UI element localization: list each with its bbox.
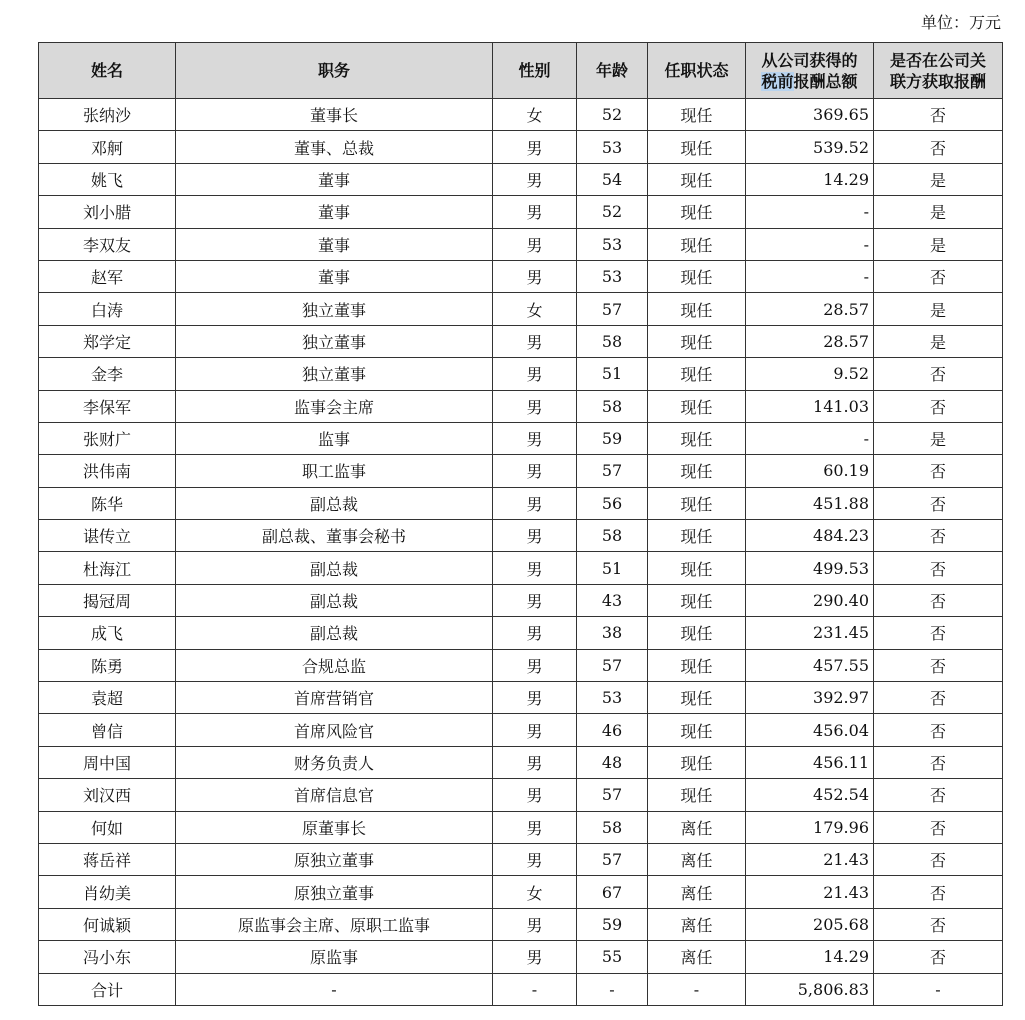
cell-pay: 21.43 — [746, 843, 874, 875]
unit-label: 单位：万元 — [920, 13, 1001, 32]
cell-status: 现任 — [648, 487, 746, 519]
cell-gender: 男 — [493, 811, 577, 843]
cell-pay: - — [746, 196, 874, 228]
cell-gender: 女 — [493, 876, 577, 908]
cell-related-pay: 否 — [874, 941, 1003, 973]
cell-status: 现任 — [648, 358, 746, 390]
cell-name: 合计 — [39, 973, 176, 1005]
cell-status: 现任 — [648, 552, 746, 584]
table-row — [39, 99, 1003, 131]
cell-status: 离任 — [648, 941, 746, 973]
cell-status: 现任 — [648, 779, 746, 811]
cell-pay: 539.52 — [746, 131, 874, 163]
cell-position: 副总裁、董事会秘书 — [176, 520, 493, 552]
table-row — [39, 811, 1003, 843]
cell-gender: 男 — [493, 714, 577, 746]
cell-position: 副总裁 — [176, 552, 493, 584]
cell-pay: 28.57 — [746, 293, 874, 325]
cell-status: 现任 — [648, 131, 746, 163]
cell-age: 58 — [577, 325, 648, 357]
cell-gender: 女 — [493, 293, 577, 325]
table-row — [39, 876, 1003, 908]
cell-position: 原独立董事 — [176, 843, 493, 875]
cell-status: - — [648, 973, 746, 1005]
cell-related-pay: 否 — [874, 811, 1003, 843]
cell-age: 58 — [577, 811, 648, 843]
cell-position: 副总裁 — [176, 617, 493, 649]
cell-related-pay: 是 — [874, 293, 1003, 325]
cell-gender: 男 — [493, 682, 577, 714]
cell-gender: 男 — [493, 941, 577, 973]
table-row — [39, 584, 1003, 616]
cell-pay: 14.29 — [746, 941, 874, 973]
cell-gender: 男 — [493, 196, 577, 228]
cell-gender: 男 — [493, 617, 577, 649]
cell-age: 38 — [577, 617, 648, 649]
cell-gender: 男 — [493, 552, 577, 584]
cell-status: 现任 — [648, 520, 746, 552]
cell-age: 53 — [577, 682, 648, 714]
cell-status: 现任 — [648, 682, 746, 714]
cell-age: 53 — [577, 131, 648, 163]
cell-name: 张财广 — [39, 422, 176, 454]
cell-position: 独立董事 — [176, 293, 493, 325]
cell-name: 成飞 — [39, 617, 176, 649]
table-row — [39, 552, 1003, 584]
table-body — [39, 99, 1003, 1006]
cell-pay: 290.40 — [746, 584, 874, 616]
cell-age: 59 — [577, 422, 648, 454]
cell-name: 肖幼美 — [39, 876, 176, 908]
cell-position: 首席风险官 — [176, 714, 493, 746]
cell-gender: 男 — [493, 746, 577, 778]
cell-status: 现任 — [648, 196, 746, 228]
table-row — [39, 325, 1003, 357]
cell-age: 48 — [577, 746, 648, 778]
table-row — [39, 358, 1003, 390]
header-pay-rest: 报酬总额 — [793, 71, 858, 91]
cell-gender: 男 — [493, 584, 577, 616]
cell-status: 离任 — [648, 876, 746, 908]
table-row — [39, 779, 1003, 811]
cell-pay: 205.68 — [746, 908, 874, 940]
header-status: 任职状态 — [648, 43, 746, 99]
table-row — [39, 422, 1003, 454]
cell-gender: 男 — [493, 163, 577, 195]
table-row — [39, 682, 1003, 714]
cell-pay: 9.52 — [746, 358, 874, 390]
cell-gender: 男 — [493, 325, 577, 357]
cell-name: 李保军 — [39, 390, 176, 422]
cell-related-pay: 是 — [874, 228, 1003, 260]
cell-status: 现任 — [648, 584, 746, 616]
header-age: 年龄 — [577, 43, 648, 99]
cell-related-pay: 否 — [874, 390, 1003, 422]
cell-pay: 452.54 — [746, 779, 874, 811]
cell-gender: 男 — [493, 358, 577, 390]
cell-name: 谌传立 — [39, 520, 176, 552]
table-row — [39, 487, 1003, 519]
cell-position: 原监事会主席、原职工监事 — [176, 908, 493, 940]
cell-pay: 28.57 — [746, 325, 874, 357]
cell-pay: 141.03 — [746, 390, 874, 422]
cell-related-pay: 否 — [874, 487, 1003, 519]
cell-name: 陈勇 — [39, 649, 176, 681]
cell-name: 陈华 — [39, 487, 176, 519]
cell-status: 现任 — [648, 617, 746, 649]
cell-age: 51 — [577, 552, 648, 584]
cell-related-pay: 否 — [874, 649, 1003, 681]
cell-gender: 男 — [493, 908, 577, 940]
header-name: 姓名 — [39, 43, 176, 99]
cell-position: 首席信息官 — [176, 779, 493, 811]
table-row — [39, 649, 1003, 681]
cell-position: 副总裁 — [176, 584, 493, 616]
cell-position: 独立董事 — [176, 325, 493, 357]
cell-status: 现任 — [648, 163, 746, 195]
cell-name: 周中国 — [39, 746, 176, 778]
cell-status: 离任 — [648, 811, 746, 843]
cell-position: 独立董事 — [176, 358, 493, 390]
cell-related-pay: 否 — [874, 714, 1003, 746]
cell-pay: 484.23 — [746, 520, 874, 552]
cell-gender: - — [493, 973, 577, 1005]
compensation-table — [38, 42, 1003, 1006]
cell-pay: 21.43 — [746, 876, 874, 908]
cell-gender: 男 — [493, 649, 577, 681]
cell-pay: 451.88 — [746, 487, 874, 519]
table-row — [39, 228, 1003, 260]
cell-position: 董事 — [176, 163, 493, 195]
cell-age: 56 — [577, 487, 648, 519]
table-row — [39, 746, 1003, 778]
table-row — [39, 293, 1003, 325]
cell-related-pay: 否 — [874, 876, 1003, 908]
cell-age: 46 — [577, 714, 648, 746]
table-header-row — [39, 43, 1003, 99]
cell-position: 董事 — [176, 196, 493, 228]
table-row — [39, 520, 1003, 552]
cell-name: 刘小腊 — [39, 196, 176, 228]
cell-position: 原监事 — [176, 941, 493, 973]
cell-age: 52 — [577, 99, 648, 131]
cell-name: 曾信 — [39, 714, 176, 746]
header-pay-line2 — [752, 71, 867, 92]
cell-status: 现任 — [648, 649, 746, 681]
cell-age: 53 — [577, 228, 648, 260]
cell-position: 董事、总裁 — [176, 131, 493, 163]
cell-related-pay: 否 — [874, 682, 1003, 714]
cell-status: 现任 — [648, 293, 746, 325]
cell-related-pay: 否 — [874, 99, 1003, 131]
cell-related-pay: 否 — [874, 617, 1003, 649]
cell-related-pay: 是 — [874, 196, 1003, 228]
cell-gender: 男 — [493, 520, 577, 552]
cell-pay: 456.11 — [746, 746, 874, 778]
cell-status: 现任 — [648, 455, 746, 487]
cell-status: 现任 — [648, 746, 746, 778]
header-related-line1: 是否在公司关 — [889, 50, 986, 70]
cell-pay: 369.65 — [746, 99, 874, 131]
total-row — [39, 973, 1003, 1005]
cell-pay: - — [746, 228, 874, 260]
header-pay-line1: 从公司获得的 — [761, 50, 858, 70]
table-row — [39, 163, 1003, 195]
table-row — [39, 714, 1003, 746]
cell-gender: 男 — [493, 487, 577, 519]
cell-pay: 456.04 — [746, 714, 874, 746]
cell-age: 52 — [577, 196, 648, 228]
cell-age: 57 — [577, 455, 648, 487]
table-row — [39, 260, 1003, 292]
cell-pay: - — [746, 260, 874, 292]
cell-gender: 男 — [493, 843, 577, 875]
cell-name: 何诚颖 — [39, 908, 176, 940]
header-related-line2: 联方获取报酬 — [889, 71, 986, 91]
table-row — [39, 617, 1003, 649]
table-row — [39, 390, 1003, 422]
cell-related-pay: 否 — [874, 908, 1003, 940]
cell-name: 冯小东 — [39, 941, 176, 973]
cell-position: 原独立董事 — [176, 876, 493, 908]
cell-position: 董事长 — [176, 99, 493, 131]
cell-name: 郑学定 — [39, 325, 176, 357]
cell-related-pay: - — [874, 973, 1003, 1005]
cell-status: 现任 — [648, 390, 746, 422]
cell-name: 刘汉西 — [39, 779, 176, 811]
cell-age: 51 — [577, 358, 648, 390]
cell-pay: - — [746, 422, 874, 454]
cell-related-pay: 否 — [874, 843, 1003, 875]
cell-position: - — [176, 973, 493, 1005]
cell-related-pay: 是 — [874, 325, 1003, 357]
cell-related-pay: 是 — [874, 422, 1003, 454]
cell-status: 离任 — [648, 843, 746, 875]
cell-status: 现任 — [648, 228, 746, 260]
cell-pay: 60.19 — [746, 455, 874, 487]
cell-name: 蒋岳祥 — [39, 843, 176, 875]
cell-age: 58 — [577, 520, 648, 552]
cell-pay: 231.45 — [746, 617, 874, 649]
cell-gender: 男 — [493, 228, 577, 260]
cell-pay: 392.97 — [746, 682, 874, 714]
cell-pay: 499.53 — [746, 552, 874, 584]
cell-name: 白涛 — [39, 293, 176, 325]
table-row — [39, 843, 1003, 875]
cell-age: 43 — [577, 584, 648, 616]
cell-name: 何如 — [39, 811, 176, 843]
cell-name: 张纳沙 — [39, 99, 176, 131]
table-row — [39, 455, 1003, 487]
cell-related-pay: 否 — [874, 552, 1003, 584]
cell-name: 袁超 — [39, 682, 176, 714]
cell-age: - — [577, 973, 648, 1005]
cell-age: 53 — [577, 260, 648, 292]
table-row — [39, 196, 1003, 228]
cell-age: 57 — [577, 779, 648, 811]
cell-status: 现任 — [648, 422, 746, 454]
cell-gender: 男 — [493, 260, 577, 292]
cell-gender: 男 — [493, 131, 577, 163]
cell-related-pay: 否 — [874, 260, 1003, 292]
cell-position: 合规总监 — [176, 649, 493, 681]
cell-pay: 179.96 — [746, 811, 874, 843]
cell-status: 现任 — [648, 325, 746, 357]
cell-pay: 5,806.83 — [746, 973, 874, 1005]
cell-related-pay: 是 — [874, 163, 1003, 195]
cell-name: 姚飞 — [39, 163, 176, 195]
cell-position: 职工监事 — [176, 455, 493, 487]
cell-name: 杜海江 — [39, 552, 176, 584]
cell-gender: 男 — [493, 390, 577, 422]
header-pay-highlight: 税前 — [761, 71, 794, 91]
cell-gender: 男 — [493, 779, 577, 811]
cell-status: 现任 — [648, 260, 746, 292]
cell-related-pay: 否 — [874, 520, 1003, 552]
cell-name: 赵军 — [39, 260, 176, 292]
header-position: 职务 — [176, 43, 493, 99]
header-pretax-pay — [746, 43, 874, 99]
cell-name: 李双友 — [39, 228, 176, 260]
cell-position: 董事 — [176, 260, 493, 292]
cell-gender: 男 — [493, 422, 577, 454]
cell-status: 现任 — [648, 714, 746, 746]
cell-related-pay: 否 — [874, 779, 1003, 811]
cell-position: 董事 — [176, 228, 493, 260]
cell-age: 67 — [577, 876, 648, 908]
cell-position: 原董事长 — [176, 811, 493, 843]
table-row — [39, 131, 1003, 163]
cell-age: 57 — [577, 649, 648, 681]
table-row — [39, 941, 1003, 973]
table-row — [39, 908, 1003, 940]
cell-age: 57 — [577, 843, 648, 875]
cell-name: 金李 — [39, 358, 176, 390]
cell-position: 监事 — [176, 422, 493, 454]
cell-age: 57 — [577, 293, 648, 325]
cell-age: 55 — [577, 941, 648, 973]
cell-related-pay: 否 — [874, 584, 1003, 616]
cell-gender: 男 — [493, 455, 577, 487]
cell-age: 54 — [577, 163, 648, 195]
cell-age: 59 — [577, 908, 648, 940]
cell-status: 离任 — [648, 908, 746, 940]
cell-position: 首席营销官 — [176, 682, 493, 714]
cell-related-pay: 否 — [874, 131, 1003, 163]
cell-gender: 女 — [493, 99, 577, 131]
cell-position: 财务负责人 — [176, 746, 493, 778]
cell-related-pay: 否 — [874, 358, 1003, 390]
cell-position: 监事会主席 — [176, 390, 493, 422]
cell-name: 邓舸 — [39, 131, 176, 163]
cell-age: 58 — [577, 390, 648, 422]
header-gender: 性别 — [493, 43, 577, 99]
cell-pay: 14.29 — [746, 163, 874, 195]
cell-name: 洪伟南 — [39, 455, 176, 487]
cell-pay: 457.55 — [746, 649, 874, 681]
cell-name: 揭冠周 — [39, 584, 176, 616]
cell-related-pay: 否 — [874, 746, 1003, 778]
cell-status: 现任 — [648, 99, 746, 131]
cell-related-pay: 否 — [874, 455, 1003, 487]
header-related-party-pay — [874, 43, 1003, 99]
cell-position: 副总裁 — [176, 487, 493, 519]
